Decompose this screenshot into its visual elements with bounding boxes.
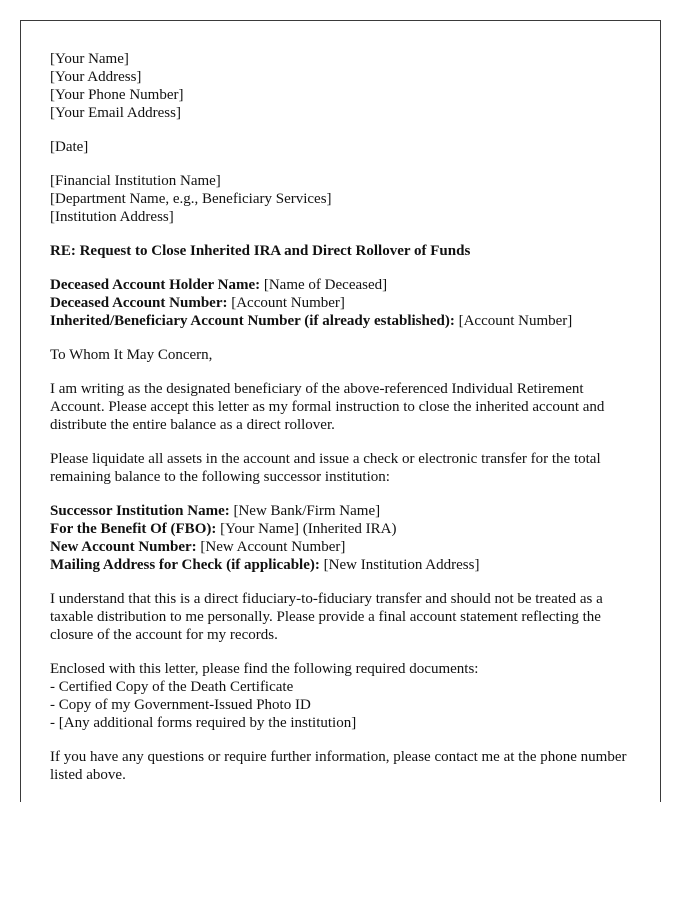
recipient-department: [Department Name, e.g., Beneficiary Services] xyxy=(50,191,332,207)
sender-name: [Your Name] xyxy=(50,51,129,67)
intro-paragraph xyxy=(50,380,640,434)
intro-text: I am writing as the designated beneficiary of the above-referenced Individual Retirement Account. Please accept this letter as my formal instruction to close the inherited account and distribute the entire balance as a direct rollover. xyxy=(50,381,605,433)
letter-page xyxy=(20,20,661,802)
enclosures-intro: Enclosed with this letter, please find the following required documents: xyxy=(50,661,479,677)
successor-info-block xyxy=(50,502,640,574)
closing-text: If you have any questions or require further information, please contact me at the phone number listed above. xyxy=(50,749,627,783)
closing-paragraph xyxy=(50,748,640,784)
subject-line: RE: Request to Close Inherited IRA and Direct Rollover of Funds xyxy=(50,243,471,259)
sender-address: [Your Address] xyxy=(50,69,142,85)
sender-phone: [Your Phone Number] xyxy=(50,87,184,103)
enclosure-item: - [Any additional forms required by the institution] xyxy=(50,715,357,731)
successor-info-value: [New Institution Address] xyxy=(319,557,480,573)
account-info-row xyxy=(50,312,640,330)
successor-info-value: [New Account Number] xyxy=(196,539,346,555)
sender-block xyxy=(50,50,640,122)
account-info-label: Deceased Account Holder Name: xyxy=(50,277,261,293)
successor-info-label: Successor Institution Name: xyxy=(50,503,230,519)
understand-text: I understand that this is a direct fiduciary-to-fiduciary transfer and should not be treated as a taxable distribution to me personally. Please provide a final account statement reflecting the closure of the account for my records. xyxy=(50,591,603,643)
account-info-label: Deceased Account Number: xyxy=(50,295,228,311)
sender-email: [Your Email Address] xyxy=(50,105,181,121)
salutation-block xyxy=(50,346,640,364)
liquidate-text: Please liquidate all assets in the account and issue a check or electronic transfer for the total remaining balance to the following successor institution: xyxy=(50,451,601,485)
letter-date: [Date] xyxy=(50,139,89,155)
recipient-address: [Institution Address] xyxy=(50,209,174,225)
successor-info-value: [New Bank/Firm Name] xyxy=(229,503,381,519)
letter-body xyxy=(50,50,640,800)
liquidate-paragraph xyxy=(50,450,640,486)
account-info-value: [Account Number] xyxy=(227,295,345,311)
successor-info-label: New Account Number: xyxy=(50,539,197,555)
account-info-row xyxy=(50,294,640,312)
account-info-label: Inherited/Beneficiary Account Number (if already established): xyxy=(50,313,455,329)
successor-info-row xyxy=(50,538,640,556)
successor-info-row xyxy=(50,520,640,538)
salutation: To Whom It May Concern, xyxy=(50,347,213,363)
successor-info-row xyxy=(50,556,640,574)
recipient-institution: [Financial Institution Name] xyxy=(50,173,221,189)
account-info-value: [Name of Deceased] xyxy=(260,277,388,293)
account-info-value: [Account Number] xyxy=(454,313,573,329)
account-info-block xyxy=(50,276,640,330)
successor-info-label: Mailing Address for Check (if applicable): xyxy=(50,557,320,573)
enclosures-block xyxy=(50,660,640,732)
successor-info-value: [Your Name] (Inherited IRA) xyxy=(216,521,397,537)
account-info-row xyxy=(50,276,640,294)
enclosure-item: - Certified Copy of the Death Certificate xyxy=(50,679,294,695)
successor-info-label: For the Benefit Of (FBO): xyxy=(50,521,217,537)
successor-info-row xyxy=(50,502,640,520)
enclosure-item: - Copy of my Government-Issued Photo ID xyxy=(50,697,311,713)
date-block xyxy=(50,138,640,156)
subject-block xyxy=(50,242,640,260)
understand-paragraph xyxy=(50,590,640,644)
recipient-block xyxy=(50,172,640,226)
